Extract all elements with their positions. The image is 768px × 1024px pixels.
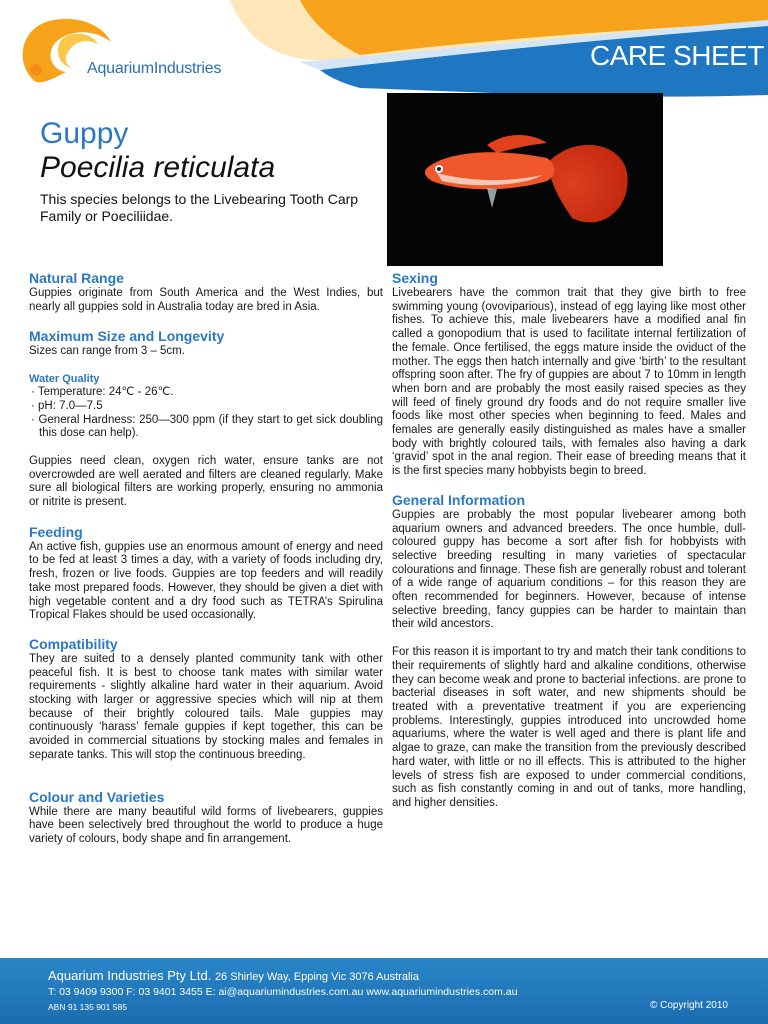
colour-heading: Colour and Varieties [29, 788, 165, 805]
footer-company: Aquarium Industries Pty Ltd. [48, 968, 212, 983]
footer-contact: T: 03 9409 9300 F: 03 9401 3455 E: ai@aquariumindustries.com.au www.aquariumindustries.com.au [48, 986, 518, 998]
feeding-text: An active fish, guppies use an enormous amount of energy and need to be fed at least 3 times a day, with a variety of foods including dry, fresh, frozen or live foods. Guppies are top feeders and will readily take most prepared foods. However, they should be given a diet with high vegetable content and a dry food such as TETRA’s Spirulina Tropical Flakes should be used occasionally. [29, 540, 383, 622]
water-hardness-item: · General Hardness: 250—300 ppm (if they start to get sick doubling this dose can help). [31, 413, 383, 440]
brand-name [87, 60, 221, 78]
natural-range-text: Guppies originate from South America and the West Indies, but nearly all guppies sold in Australia today are bred in Asia. [29, 287, 383, 313]
common-name: Guppy [40, 117, 129, 150]
left-column [29, 270, 383, 847]
species-intro: This species belongs to the Livebearing Tooth Carp Family or Poeciliidae. [40, 191, 359, 224]
brand-part1: Aquarium [87, 60, 154, 77]
guppy-photo [387, 93, 663, 266]
species-title-block [40, 117, 380, 225]
feeding-heading: Feeding [29, 523, 83, 540]
footer [0, 958, 768, 1024]
size-heading: Maximum Size and Longevity [29, 328, 225, 345]
general-info-heading: General Information [392, 491, 526, 508]
sexing-heading: Sexing [392, 270, 438, 286]
water-quality-heading: Water Quality [29, 373, 100, 386]
water-quality-text: Guppies need clean, oxygen rich water, ensure tanks are not overcrowded are well aerated and filters are cleaned regularly. Make sure all biological filters are working properly, ensuring no ammonia or nitrite is present. [29, 454, 383, 509]
compatibility-text: They are suited to a densely planted community tank with other peaceful fish. It is best to choose tank mates with similar water requirements - slightly alkaline hard water in their aquarium. Avoid stocking with larger or aggressive species which will nip at them because of their brightly coloured tails. Male guppies may continuously ‘harass’ female guppies if kept together, this can be avoided in commercial situations by stocking males and females in separate tanks. This will stop the continuous breeding. [29, 652, 383, 761]
guppy-illustration [387, 93, 663, 266]
brand-part2: Industries [153, 60, 222, 77]
general-info-text-1: Guppies are probably the most popular livebearer among both aquarium owners and advanced breeders. The once humble, dull-coloured guppy has become a sort after fish for hobbyists with selective breeding resulting in many varieties of spectacular colourations and finnage. These fish are generally robust and tolerant of a wide range of aquarium conditions – for this reason they are often recommended for beginners. However, because of intense selective breeding, fancy guppies can be harder to maintain than their wild ancestors. [392, 508, 746, 631]
general-info-text-2: For this reason it is important to try and match their tank conditions to their requirements of slightly hard and alkaline conditions, otherwise they can become weak and prone to bacterial infections. are prone to bacterial diseases in soft water, and new shipments should be treated with a preventative treatment if you are experiencing problems. Interestingly, guppies introduced into uncrowded home aquariums, where the water is well aged and there is plant life and algae to graze, can make the transition from the previously described hard water, with little or no ill effects. This is attributed to the higher levels of stress fish are exposed to under commercial conditions, such as fish constantly coming in and out of tanks, more handling, and higher densities. [392, 646, 746, 809]
footer-copyright: © Copyright 2010 [650, 1000, 728, 1011]
water-ph-item: · pH: 7.0—7.5 [31, 399, 103, 412]
compatibility-heading: Compatibility [29, 635, 118, 652]
right-column [392, 270, 746, 811]
water-quality-list [29, 386, 383, 441]
care-sheet-title: CARE SHEET [590, 40, 764, 71]
footer-company-line [48, 968, 419, 983]
aquarium-industries-logo [16, 12, 116, 92]
sexing-text: Livebearers have the common trait that they give birth to free swimming young (ovoviparious), instead of egg laying like most other fishes. To achieve this, male livebearers have a modified anal fin called a gonopodium that is used to facilitate internal fertilization of the female. Once fertilised, the eggs mature inside the oviduct of the mother. The eggs then hatch internally and give ‘birth’ to the resultant offspring soon after. The fry of guppies are about 7 to 10mm in length when born and are probably the most easily raised species as they will feed of finely ground dry foods and do not require smaller live foods like most other species when beginning to feed. Males and females are generally easily distinguished as males have a smaller body with brightly coloured tails, with females also having a dark ‘gravid’ spot in the anal region. Their ease of breeding means that it is the first species many hobbyists begin to breed. [392, 287, 746, 478]
colour-text: While there are many beautiful wild forms of livebearers, guppies have been selectively bred throughout the world to produce a huge variety of colours, body shape and fin arrangement. [29, 805, 383, 845]
scientific-name: Poecilia reticulata [40, 151, 276, 184]
footer-address: 26 Shirley Way, Epping Vic 3076 Australia [214, 971, 419, 983]
water-temperature-item: · Temperature: 24℃ - 26℃. [31, 386, 174, 399]
natural-range-heading: Natural Range [29, 270, 124, 286]
size-text: Sizes can range from 3 – 5cm. [29, 345, 185, 358]
footer-abn: ABN 91 135 901 585 [48, 1002, 127, 1012]
